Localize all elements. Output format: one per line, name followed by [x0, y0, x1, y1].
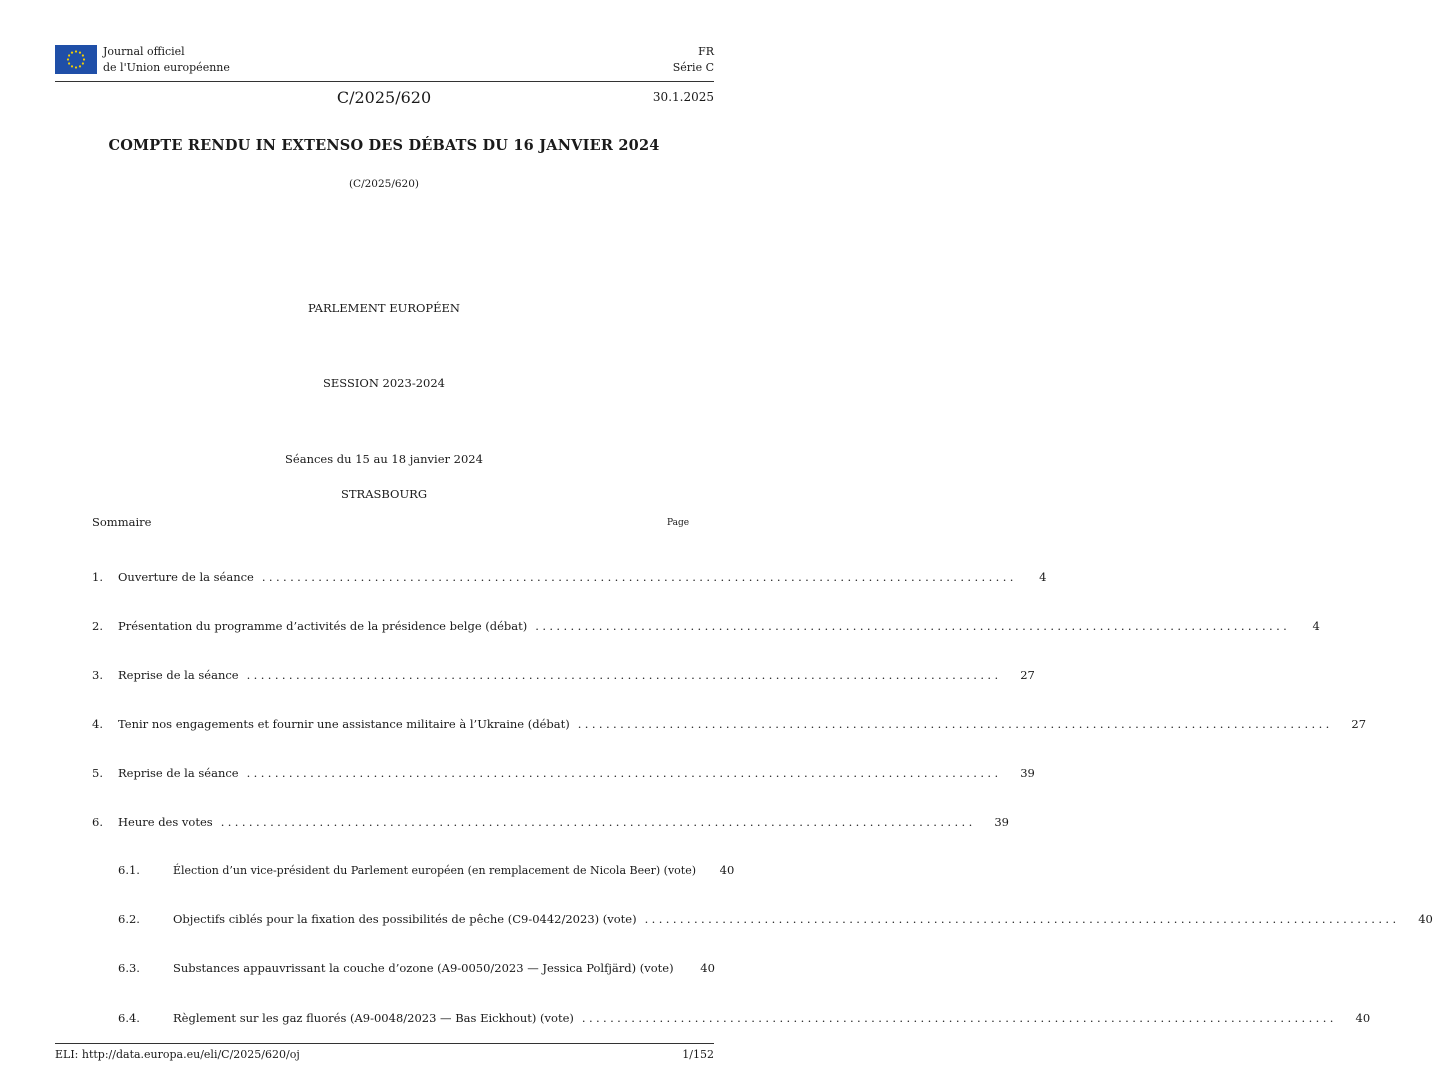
institution-name: PARLEMENT EUROPÉEN — [308, 301, 460, 315]
language-code: FR — [698, 45, 714, 58]
sittings-dates: Séances du 15 au 18 janvier 2024 — [285, 452, 483, 466]
toc-item-page: 39 — [1020, 766, 1035, 780]
toc-item-number: 6.1. — [118, 863, 140, 877]
toc-item-number: 4. — [92, 717, 103, 731]
toc-item-page: 27 — [1351, 717, 1367, 731]
toc-item-6[interactable] — [92, 815, 1009, 829]
toc-item-number: 3. — [92, 668, 103, 682]
toc-item-6-4[interactable] — [118, 1011, 1371, 1025]
toc-item-6-3[interactable] — [118, 961, 715, 975]
toc-page-heading: Page — [666, 518, 690, 528]
document-title: COMPTE RENDU IN EXTENSO DES DÉBATS DU 16 JANVIER 2024 — [108, 137, 660, 154]
toc-leader-dots: ........................................................................................................... — [220, 815, 976, 829]
toc-item-page: 4 — [1039, 570, 1047, 584]
toc-leader-dots: ........................................................................................................... — [644, 912, 1400, 926]
toc-item-page: 40 — [1355, 1011, 1371, 1025]
toc-item-number: 6.4. — [118, 1011, 140, 1025]
toc-leader-dots: ........................................................................................................... — [261, 570, 1017, 584]
toc-item-number: 1. — [92, 570, 103, 584]
toc-item-page: 27 — [1020, 668, 1035, 682]
toc-item-title: Règlement sur les gaz fluorés (A9-0048/2023 — Bas Eickhout) (vote) — [173, 1011, 574, 1025]
toc-item-4[interactable] — [92, 717, 1367, 731]
toc-item-number: 6. — [92, 815, 103, 829]
toc-item-6-2[interactable] — [118, 912, 1433, 926]
series-label: Série C — [672, 61, 714, 74]
toc-item-page: 40 — [700, 961, 715, 975]
page-number: 1/152 — [682, 1048, 714, 1061]
journal-title-line1: Journal officiel — [103, 45, 185, 58]
document-reference: (C/2025/620) — [348, 178, 420, 190]
session-label: SESSION 2023-2024 — [323, 376, 445, 390]
publication-date: 30.1.2025 — [652, 90, 714, 104]
toc-item-title: Reprise de la séance — [118, 766, 239, 780]
toc-item-title: Ouverture de la séance — [118, 570, 254, 584]
toc-leader-dots: ........................................................................................................... — [246, 668, 1002, 682]
toc-item-title: Présentation du programme d’activités de la présidence belge (débat) — [118, 619, 528, 633]
toc-item-title: Tenir nos engagements et fournir une assistance militaire à l’Ukraine (débat) — [118, 717, 570, 731]
toc-item-title: Reprise de la séance — [118, 668, 239, 682]
toc-leader-dots: ........................................................................................................... — [581, 1011, 1337, 1025]
toc-leader-dots: ........................................................................................................... — [577, 717, 1333, 731]
toc-item-1[interactable] — [92, 570, 1047, 584]
toc-item-number: 2. — [92, 619, 103, 633]
toc-item-title: Objectifs ciblés pour la fixation des possibilités de pêche (C9-0442/2023) (vote) — [173, 912, 637, 926]
toc-heading: Sommaire — [92, 515, 152, 529]
place-label: STRASBOURG — [340, 487, 428, 501]
toc-item-page: 40 — [1418, 912, 1433, 926]
toc-item-number: 5. — [92, 766, 103, 780]
toc-item-2[interactable] — [92, 619, 1320, 633]
eli-link[interactable]: ELI: http://data.europa.eu/eli/C/2025/620/oj — [55, 1048, 300, 1061]
toc-leader-dots: ........................................................................................................... — [246, 766, 1002, 780]
toc-item-title: Substances appauvrissant la couche d’ozone (A9-0050/2023 — Jessica Polfjärd) (vote) — [173, 961, 674, 975]
toc-item-page: 40 — [719, 863, 735, 877]
toc-item-page: 39 — [994, 815, 1009, 829]
toc-item-5[interactable] — [92, 766, 1035, 780]
toc-item-3[interactable] — [92, 668, 1035, 682]
footer-divider — [55, 1043, 714, 1044]
toc-leader-dots: ........................................................................................................... — [535, 619, 1291, 633]
toc-item-number: 6.3. — [118, 961, 140, 975]
toc-item-title: Heure des votes — [118, 815, 213, 829]
document-number: C/2025/620 — [336, 88, 432, 107]
eu-flag-icon — [55, 45, 97, 74]
toc-item-6-1[interactable] — [118, 863, 735, 877]
journal-title-line2: de l'Union européenne — [103, 61, 230, 74]
toc-item-number: 6.2. — [118, 912, 140, 926]
header-divider — [55, 81, 714, 82]
toc-item-title: Élection d’un vice-président du Parlement européen (en remplacement de Nicola Beer) (vote) — [173, 864, 696, 877]
toc-item-page: 4 — [1312, 619, 1320, 633]
